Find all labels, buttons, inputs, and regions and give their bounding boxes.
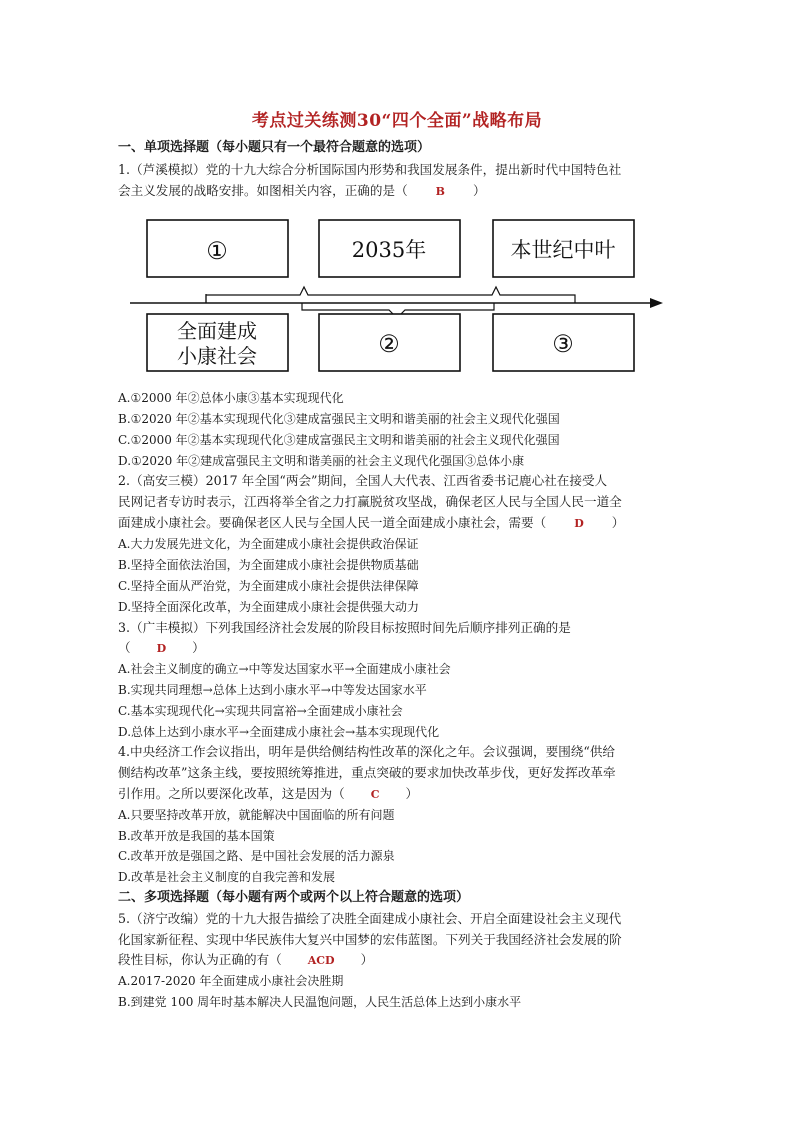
top-box-1-label: ①: [206, 237, 228, 265]
timeline-diagram: [120, 214, 668, 374]
bottom-box-1-label-line1: 全面建成: [177, 319, 257, 343]
q5-stem-line-1: 5.（济宁改编）党的十九大报告描绘了决胜全面建成小康社会、开启全面建设社会主义现代: [118, 911, 622, 926]
bottom-box-1-label-line2: 小康社会: [177, 344, 257, 368]
q3-stem-open: （: [118, 640, 131, 655]
q1-stem-line-2: [118, 181, 678, 202]
q4-answer: C: [370, 788, 380, 801]
page-title: 考点过关练测30“四个全面”战略布局: [251, 111, 543, 131]
q1-stem-line-1: 1.（芦溪模拟）党的十九大综合分析国际国内形势和我国发展条件，提出新时代中国特色社: [118, 162, 622, 177]
q3-option-a: A.社会主义制度的确立→中等发达国家水平→全面建成小康社会: [118, 662, 451, 676]
q2-option-b: B.坚持全面依法治国，为全面建成小康社会提供物质基础: [118, 558, 419, 572]
top-brace: [206, 287, 575, 303]
q3-stem-line-2: [118, 638, 678, 659]
q2-option-c: C.坚持全面从严治党，为全面建成小康社会提供法律保障: [118, 579, 419, 593]
q5-stem-text: 段性目标，你认为正确的有（: [118, 952, 282, 967]
q3-option-b: B.实现共同理想→总体上达到小康水平→中等发达国家水平: [118, 683, 427, 697]
q4-stem-close: ）: [405, 786, 419, 801]
q2-stem-line-3: [118, 513, 678, 534]
q4-stem-line-2: 侧结构改革”这条主线，要按照统筹推进，重点突破的要求加快改革步伐，更好发挥改革牵: [118, 765, 616, 780]
section-heading-multiple-choice: 二、多项选择题（每小题有两个或两个以上符合题意的选项）: [118, 890, 470, 905]
q1-answer: B: [435, 185, 445, 198]
q5-option-b: B.到建党 100 周年时基本解决人民温饱问题，人民生活总体上达到小康水平: [118, 995, 522, 1009]
q2-option-a: A.大力发展先进文化，为全面建成小康社会提供政治保证: [118, 537, 419, 551]
bottom-box-2-label: ②: [378, 330, 400, 358]
q1-option-c: C.①2000 年②基本实现现代化③建成富强民主文明和谐美丽的社会主义现代化强国: [118, 433, 560, 447]
q5-option-a: A.2017-2020 年全面建成小康社会决胜期: [118, 974, 344, 988]
q2-stem-close: ）: [611, 515, 625, 530]
q4-option-b: B.改革开放是我国的基本国策: [118, 829, 275, 843]
q4-option-c: C.改革开放是强国之路、是中国社会发展的活力源泉: [118, 849, 395, 863]
q2-answer: D: [574, 517, 584, 530]
q1-stem-text: 会主义发展的战略安排。如图相关内容，正确的是（: [118, 183, 408, 198]
q3-answer: D: [156, 642, 167, 655]
q4-stem-text: 引作用。之所以要深化改革，这是因为（: [118, 786, 345, 801]
q4-stem-line-1: 4.中央经济工作会议指出，明年是供给侧结构性改革的深化之年。会议强调，要围绕“供给: [118, 744, 616, 759]
q5-stem-line-3: [118, 950, 678, 971]
q1-option-b: B.①2020 年②基本实现现代化③建成富强民主文明和谐美丽的社会主义现代化强国: [118, 412, 560, 426]
q1-option-d: D.①2020 年②建成富强民主文明和谐美丽的社会主义现代化强国③总体小康: [118, 454, 525, 468]
top-box-3-label: 本世纪中叶: [510, 238, 616, 262]
section-heading-single-choice: 一、单项选择题（每小题只有一个最符合题意的选项）: [118, 140, 431, 155]
q3-stem-line-1: 3.（广丰模拟）下列我国经济社会发展的阶段目标按照时间先后顺序排列正确的是: [118, 620, 571, 635]
q1-option-a: A.①2000 年②总体小康③基本实现现代化: [118, 391, 344, 405]
q4-stem-line-3: [118, 784, 678, 805]
q2-stem-text: 面建成小康社会。要确保老区人民与全国人民一道全面建成小康社会，需要（: [118, 515, 547, 530]
q3-stem-close: ）: [192, 640, 205, 655]
q2-stem-line-1: 2.（高安三模）2017 年全国“两会”期间，全国人大代表、江西省委书记鹿心社在接受人: [118, 473, 608, 488]
q3-option-c: C.基本实现现代化→实现共同富裕→全面建成小康社会: [118, 704, 403, 718]
q5-answer: ACD: [307, 954, 335, 967]
q2-stem-line-2: 民网记者专访时表示，江西将举全省之力打赢脱贫攻坚战，确保老区人民与全国人民一道全: [118, 494, 622, 509]
q5-stem-close: ）: [360, 952, 374, 967]
top-box-2-label: 2035年: [351, 238, 427, 262]
q3-option-d: D.总体上达到小康水平→全面建成小康社会→基本实现现代化: [118, 725, 440, 739]
q4-option-a: A.只要坚持改革开放，就能解决中国面临的所有问题: [118, 808, 395, 822]
q4-option-d: D.改革是社会主义制度的自我完善和发展: [118, 870, 336, 884]
timeline-arrowhead: [650, 298, 663, 308]
q1-stem-close: ）: [472, 183, 486, 198]
q2-option-d: D.坚持全面深化改革，为全面建成小康社会提供强大动力: [118, 600, 420, 614]
q5-stem-line-2: 化国家新征程、实现中华民族伟大复兴中国梦的宏伟蓝图。下列关于我国经济社会发展的阶: [118, 932, 622, 947]
bottom-box-3-label: ③: [552, 330, 574, 358]
